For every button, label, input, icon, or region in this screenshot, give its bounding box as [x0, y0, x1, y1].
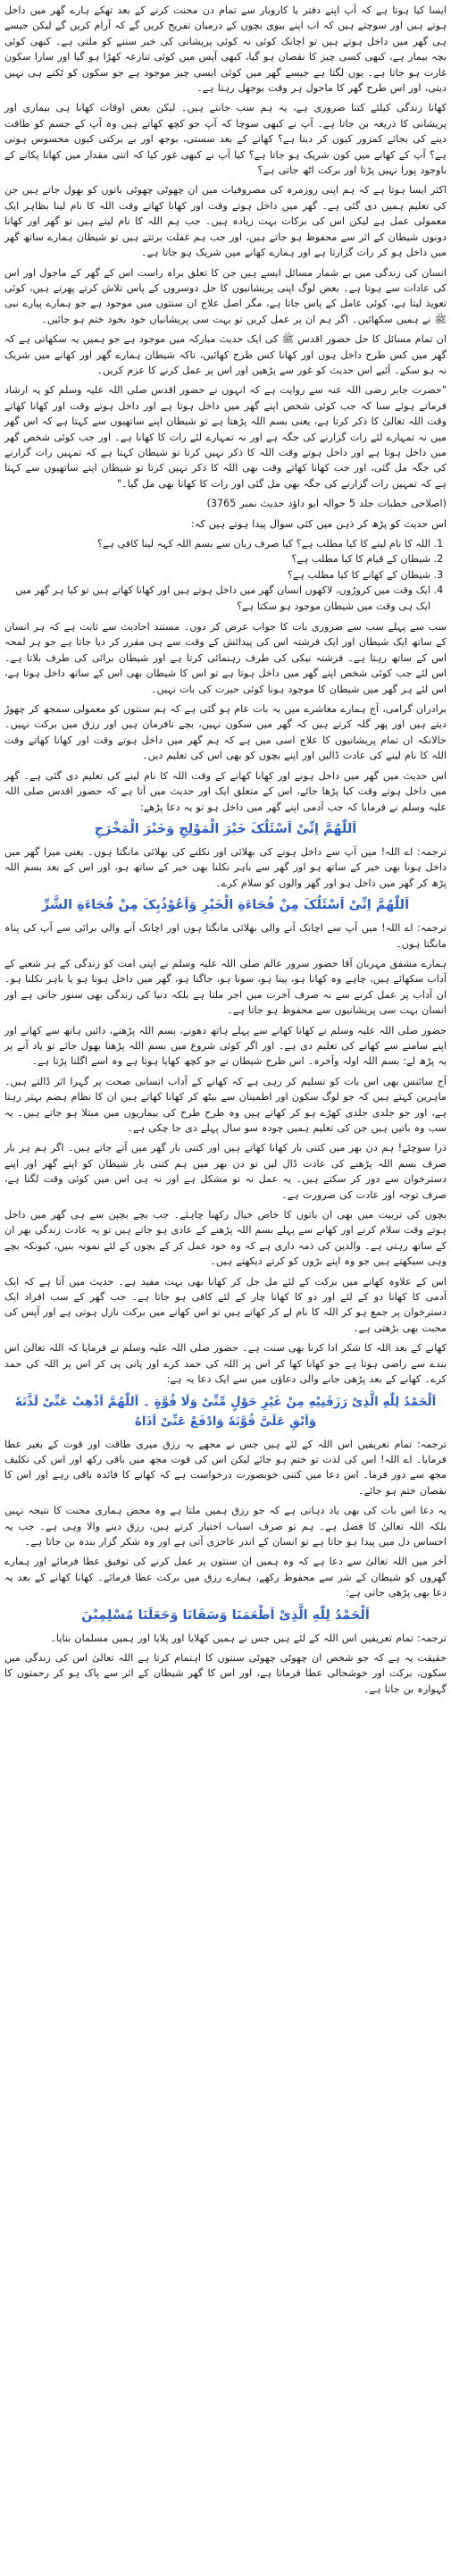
closing-paragraph: حقیقت یہ ہے کہ جو شخص ان چھوٹی چھوٹی سنتوں کا اہتمام کرتا ہے اللہ تعالیٰ اس کی زندگی میں سکون، برکت اور خوشحالی عطا فرماتا ہے، اور اس کا گھر شیطان کے اثر سے پاک ہو کر رحمتوں کا گہوارہ بن جاتا ہے۔	[4, 1651, 447, 1695]
question-item: 3. شیطان کے کھانے کا کیا مطلب ہے؟	[4, 567, 430, 583]
intro-paragraph-1: ایسا کیا ہوتا ہے کہ آپ اپنے دفتر یا کاروبار سے تمام دن محنت کرنے کے بعد تھکے ہارے گھر میں داخل ہوتے ہیں اور سوچتے ہیں کہ اب اپنے بیوی بچوں کے درمیان تفریح کریں گے کہ آرام کریں گے لیکن جیسے ہی گھر میں داخل ہوتے ہیں تو اچانک کوئی نہ کوئی پریشانی کی خبر سننے کو ملتی ہے۔ کبھی کوئی بچہ بیمار ہے، کبھی کسی چیز کا نقصان ہو گیا، کبھی آپس میں کوئی تنازعہ کھڑا ہو گیا اور سارا سکون غارت ہو جاتا ہے۔ یوں لگتا ہے جیسے گھر میں کوئی ایسی چیز موجود ہے جو سکون کو ٹکنے ہی نہیں دیتی، اور اس طرح گھر کا ماحول ہر وقت بوجھل رہتا ہے۔	[4, 4, 447, 95]
body2-paragraph-4: ذرا سوچئے! ہم دن بھر میں کتنی بار کھانا کھاتے ہیں اور کتنی بار گھر میں آتے جاتے ہیں۔ اگر ہم ہر بار صرف بسم اللہ پڑھنے کی عادت ڈال لیں تو دن بھر میں ہم کتنی بار شیطان کو اپنے گھر اور اپنے دسترخوان سے دور کر سکتے ہیں۔ یہ عمل نہ تو مشکل ہے اور نہ ہی اس میں کوئی وقت لگتا ہے، صرف توجہ اور عادت کی ضرورت ہے۔	[4, 1142, 447, 1201]
body2-paragraph-2: حضور صلی اللہ علیہ وسلم نے کھانا کھانے سے پہلے ہاتھ دھونے، بسم اللہ پڑھنے، دائیں ہاتھ سے کھانے اور اپنے سامنے سے کھانے کی تعلیم دی ہے۔ اور اگر کوئی شروع میں بسم اللہ پڑھنا بھول جائے تو یاد آنے پر یہ پڑھ لے: بسم اللہ اولہ وآخرہ۔ اس طرح شیطان نے جو کچھ کھایا ہوتا ہے وہ اسے اگلنا پڑتا ہے۔	[4, 1024, 447, 1068]
body2-paragraph-1: ہمارے مشفق مہربان آقا حضور سرور عالم صلی اللہ علیہ وسلم نے اپنی امت کو زندگی کے ہر شعبے کے آداب سکھائے ہیں، چاہے وہ کھانا ہو، پینا ہو، سونا ہو، جاگنا ہو، گھر میں داخل ہونا ہو یا باہر نکلنا ہو۔ ان آداب پر عمل کرنے سے نہ صرف آخرت میں اجر ملتا ہے بلکہ دنیا کی زندگی بھی سنور جاتی ہے اور انسان بہت سی پریشانیوں سے محفوظ ہو جاتا ہے۔	[4, 957, 447, 1017]
body2-paragraph-6: اس کے علاوہ کھانے میں برکت کے لئے مل جل کر کھانا بھی بہت مفید ہے۔ حدیث میں آتا ہے کہ ایک آدمی کا کھانا دو کے لئے اور دو کا کھانا چار کے لئے کافی ہو جاتا ہے۔ جب گھر کے سب افراد ایک دسترخوان پر جمع ہو کر اللہ کا نام لے کر کھاتے ہیں تو اس کھانے میں برکت نازل ہوتی ہے اور آپس کی محبت بھی بڑھتی ہے۔	[4, 1275, 447, 1334]
hadith-reference: (اصلاحی خطبات جلد 5 حوالہ ابو داؤد حدیث نمبر 3765)	[206, 498, 447, 510]
dua-gratitude-arabic: اَلْحَمْدُ لِلّٰهِ الَّذِیْ اَطْعَمَنَا وَسَقَانَا وَجَعَلَنَا مُسْلِمِیْنَ	[81, 1607, 370, 1623]
dua-gratitude-translation: ترجمہ: تمام تعریفیں اس اللہ کے لئے ہیں جس نے ہمیں کھلایا اور پلایا اور ہمیں مسلمان بنایا۔	[50, 1632, 447, 1644]
dua-after-meal-translation: ترجمہ: تمام تعریفیں اس اللہ کے لئے ہیں جس نے مجھے یہ رزق میری طاقت اور قوت کے بغیر عطا فرمایا۔ اے اللہ! اس کی لذت تو ختم ہو جائے لیکن اس کی قوت مجھ میں باقی رکھ اور اس کی تکلیف مجھ سے دور فرما۔ اس دعا میں کتنی خوبصورت درخواست ہے کہ کھانے کا فائدہ باقی رہے اور اس کا نقصان ختم ہو جائے۔	[4, 1438, 447, 1497]
intro-paragraph-5: ان تمام مسائل کا حل حضور اقدس ﷺ کی ایک حدیث مبارکہ میں موجود ہے جو ہمیں یہ سکھاتی ہے کہ گھر میں کس طرح داخل ہوں اور کھانا کس طرح کھائیں، تاکہ شیطان ہمارے گھر اور کھانے میں شریک نہ ہو سکے۔ آئیے اس حدیث کو غور سے پڑھیں اور اس پر عمل کرنے کا عزم کریں۔	[4, 333, 447, 376]
body-paragraph-1: سب سے پہلے سب سے ضروری بات کا جواب عرض کر دوں۔ مستند احادیث سے ثابت ہے کہ ہر انسان کے ساتھ ایک شیطان اور ایک فرشتہ اس کی پیدائش کے وقت سے ہی مقرر کر دیا جاتا ہے جو ہر لمحہ اس کے ساتھ رہتا ہے۔ فرشتہ نیکی کی طرف رہنمائی کرتا ہے اور شیطان برائی کی طرف بلاتا ہے۔ اس لئے جب کوئی شخص اپنے گھر میں داخل ہوتا ہے تو اس کا شیطان بھی اس کے ساتھ داخل ہوتا ہے، اس لئے ہر گھر میں شیطان کا موجود ہونا کوئی حیرت کی بات نہیں۔	[4, 621, 447, 695]
question-item: 1. اللہ کا نام لینے کا کیا مطلب ہے؟ کیا صرف زبان سے بسم اللہ کہہ لینا کافی ہے؟	[4, 536, 430, 551]
dua-entering-home-arabic: اَللّٰهُمَّ اِنِّیْ اَسْئَلُکَ خَیْرَ الْمَوْلِجِ وَخَیْرَ الْمَخْرَجِ	[94, 821, 357, 836]
dua-sudden-good-translation: ترجمہ: اے اللہ! میں آپ سے اچانک آنے والی بھلائی مانگتا ہوں اور اچانک آنے والی برائی سے آپ کی پناہ مانگتا ہوں۔	[4, 922, 447, 950]
question-item: 4. ایک وقت میں کروڑوں، لاکھوں انسان گھر میں داخل ہوتے ہیں اور کھانا کھاتے ہیں تو کیا ہر گھر میں ایک ہی وقت میں شیطان موجود ہو سکتا ہے؟	[4, 583, 430, 614]
body-paragraph-3: اس حدیث میں گھر میں داخل ہونے اور کھانا کھانے کے وقت اللہ کا نام لینے کی تعلیم دی گئی ہے۔ گھر میں داخل ہوتے وقت کیا پڑھا جائے، اس کے متعلق ایک اور حدیث میں آتا ہے کہ حضور اقدس صلی اللہ علیہ وسلم نے فرمایا کہ جب آدمی اپنے گھر میں داخل ہو تو یہ دعا پڑھے:	[4, 769, 447, 813]
body3-paragraph-2: آخر میں اللہ تعالیٰ سے دعا ہے کہ وہ ہمیں ان سنتوں پر عمل کرنے کی توفیق عطا فرمائے اور ہمارے گھروں کو شیطان کے شر سے محفوظ رکھے، ہمارے رزق میں برکت عطا فرمائے۔ کھانا کھانے کے بعد یہ دعا بھی پڑھی جاتی ہے:	[4, 1556, 447, 1599]
dua-entering-home-translation: ترجمہ: اے اللہ! میں آپ سے داخل ہونے کی بھلائی اور نکلنے کی بھلائی مانگتا ہوں۔ یعنی میرا گھر میں داخل ہونا بھی خیر کے ساتھ ہو اور گھر سے باہر نکلنا بھی خیر کے ساتھ ہو، اور اس کے بعد بسم اللہ پڑھ کر گھر میں داخل ہو اور گھر والوں کو سلام کرے۔	[4, 845, 447, 889]
body-paragraph-2: برادران گرامی، آج ہمارے معاشرے میں یہ بات عام ہو گئی ہے کہ ہم سنتوں کو معمولی سمجھ کر چھوڑ دیتے ہیں اور پھر گلہ کرتے ہیں کہ گھر میں سکون نہیں، بچے نافرمان ہیں اور رزق میں برکت نہیں۔ حالانکہ ان تمام پریشانیوں کا علاج اسی میں ہے کہ ہم گھر میں داخل ہوتے وقت اور کھانا کھاتے وقت اللہ کا نام لینے کی عادت ڈالیں اور اپنے بچوں کو بھی اس کی تعلیم دیں۔	[4, 703, 447, 762]
hadith-text: "حضرت جابر رضی اللہ عنہ سے روایت ہے کہ انہوں نے حضور اقدس صلی اللہ علیہ وسلم کو یہ ارشاد فرماتے ہوئے سنا کہ جب کوئی شخص اپنے گھر میں داخل ہوتا ہے اور داخل ہوتے وقت اور کھانا کھاتے وقت اللہ تعالیٰ کا ذکر کرتا ہے، یعنی بسم اللہ پڑھتا ہے تو شیطان اپنے ساتھیوں سے کہتا ہے کہ اس گھر میں نہ تمہارے لئے رات گزارنے کی جگہ ہے اور نہ تمہارے لئے رات کا کھانا ہے۔ اور جب کوئی شخص گھر میں داخل ہوتا ہے اور داخل ہوتے وقت اللہ کا ذکر نہیں کرتا تو شیطان کہتا ہے کہ تمہیں رات گزارنے کی جگہ مل گئی، اور جب کھانا کھاتے وقت بھی اللہ کا ذکر نہیں کرتا تو شیطان اپنے ساتھیوں سے کہتا ہے کہ تمہیں رات گزارنے کی جگہ بھی مل گئی اور رات کا کھانا بھی مل گیا۔"	[4, 384, 447, 490]
questions-list	[4, 536, 447, 614]
article-flow	[4, 3, 447, 1697]
questions-intro: اس حدیث کو پڑھ کر ذہن میں کئی سوال پیدا ہوتے ہیں کہ:	[191, 517, 447, 530]
intro-paragraph-3: اکثر ایسا ہوتا ہے کہ ہم اپنی روزمرہ کی مصروفیات میں ان چھوٹی چھوٹی باتوں کو بھول جاتے ہیں جن کی تعلیم ہمیں دی گئی ہے۔ گھر میں داخل ہوتے وقت اور کھانا کھاتے وقت اللہ کا نام لینا بظاہر ایک معمولی عمل ہے لیکن اس کی برکات بہت زیادہ ہیں۔ جب ہم اللہ کا نام لیتے ہیں تو گھر اور کھانا دونوں شیطان کے اثر سے محفوظ ہو جاتے ہیں، اور جب ہم غفلت برتتے ہیں تو شیطان ہمارے ساتھ گھر میں داخل ہو کر رات گزارتا ہے اور ہمارے کھانے میں شریک ہو جاتا ہے۔	[4, 184, 447, 259]
dua-sudden-good-arabic: اَللّٰهُمَّ اِنِّیْ اَسْئَلُکَ مِنْ فُجَاءَةِ الْخَیْرِ وَاَعُوْذُبِکَ مِنْ فُجَاءَةِ الشَّرِّ	[41, 898, 410, 913]
intro-paragraph-4: انسان کی زندگی میں بے شمار مسائل ایسے ہیں جن کا تعلق براہ راست اس کے گھر کے ماحول اور اس کی عادات سے ہوتا ہے۔ بعض لوگ اپنی پریشانیوں کا حل دوسروں کے پاس تلاش کرتے پھرتے ہیں، کوئی تعویذ لیتا ہے، کوئی عامل کے پاس جاتا ہے، مگر اصل علاج ان سنتوں میں موجود ہے جو ہمارے پیارے نبی ﷺ نے ہمیں سکھائیں۔ اگر ہم ان پر عمل کریں تو بہت سی پریشانیاں خود بخود ختم ہو جائیں۔	[4, 266, 447, 325]
body2-paragraph-3: آج سائنس بھی اس بات کو تسلیم کر رہی ہے کہ کھانے کے آداب انسانی صحت پر گہرا اثر ڈالتے ہیں۔ ماہرین کہتے ہیں کہ جو لوگ سکون اور اطمینان سے بیٹھ کر کھانا کھاتے ہیں ان کا نظام ہضم بہتر رہتا ہے، اور جو جلدی جلدی کھڑے ہو کر کھاتے ہیں وہ طرح طرح کی بیماریوں میں مبتلا ہو جاتے ہیں۔ یہ سب وہ باتیں ہیں جن کی تعلیم ہمیں چودہ سو سال پہلے دی جا چکی ہے۔	[4, 1075, 447, 1134]
dua-after-meal-arabic: اَلْحَمْدُ لِلّٰهِ الَّذِیْ رَزَقَنِیْهِ مِنْ غَیْرِ حَوْلٍ مِّنِّیْ وَلَا قُوَّةٍ ۔ اَللّٰهُمَّ اَذْهِبْ عَنِّیْ لَذَّتَهٗ وَاَبْقِ عَلَیَّ قُوَّتَهٗ وَادْفَعْ عَنِّیْ اَذَاهُ	[14, 1394, 437, 1429]
question-item: 2. شیطان کے قیام کا کیا مطلب ہے؟	[4, 551, 430, 566]
intro-paragraph-2: کھانا زندگی کیلئے کتنا ضروری ہے، یہ ہم سب جانتے ہیں۔ لیکن بعض اوقات کھانا ہی بیماری اور پریشانی کا ذریعہ بن جاتا ہے۔ آپ نے کبھی سوچا کہ آپ جو کچھ کھاتے ہیں وہ آپ کے جسم کو طاقت دینے کی بجائے کمزور کیوں کر دیتا ہے؟ کھانے کے بعد سستی، بوجھ اور بے برکتی کیوں محسوس ہوتی ہے؟ آپ کے کھانے میں کون شریک ہو جاتا ہے؟ کیا آپ نے کبھی غور کیا کہ اتنی مقدار میں کھانا پکانے کے باوجود پورا نہیں پڑتا اور برکت اٹھ جاتی ہے؟	[4, 102, 447, 177]
body2-paragraph-5: بچوں کی تربیت میں بھی ان باتوں کا خاص خیال رکھنا چاہئے۔ جب بچے بچپن سے ہی گھر میں داخل ہوتے وقت سلام کرنے اور کھانے سے پہلے بسم اللہ پڑھنے کے عادی ہو جاتے ہیں تو یہ عادت زندگی بھر ان کے ساتھ رہتی ہے۔ والدین کی ذمہ داری ہے کہ وہ خود عمل کر کے بچوں کے لئے نمونہ بنیں، کیونکہ بچے وہی سیکھتے ہیں جو وہ اپنے بڑوں کو کرتے دیکھتے ہیں۔	[4, 1209, 447, 1268]
body3-paragraph-1: یہ دعا اس بات کی بھی یاد دہانی ہے کہ جو رزق ہمیں ملتا ہے وہ محض ہماری محنت کا نتیجہ نہیں بلکہ اللہ تعالیٰ کا فضل ہے۔ ہم تو صرف اسباب اختیار کرتے ہیں، رزق دینے والا وہی ہے۔ جب یہ احساس دل میں پیدا ہو جاتا ہے تو انسان کے اندر عاجزی آتی ہے اور وہ شکر گزار بندہ بن جاتا ہے۔	[4, 1505, 447, 1548]
body2-paragraph-7: کھانے کے بعد اللہ کا شکر ادا کرنا بھی سنت ہے۔ حضور صلی اللہ علیہ وسلم نے فرمایا کہ اللہ تعالیٰ اس بندے سے راضی ہوتا ہے جو کھانا کھا کر اس پر اللہ کی حمد کرے اور پانی پی کر اس پر اللہ کی حمد کرے۔ کھانے کے بعد پڑھی جانے والی دعاؤں میں سے ایک دعا یہ ہے:	[4, 1342, 447, 1386]
